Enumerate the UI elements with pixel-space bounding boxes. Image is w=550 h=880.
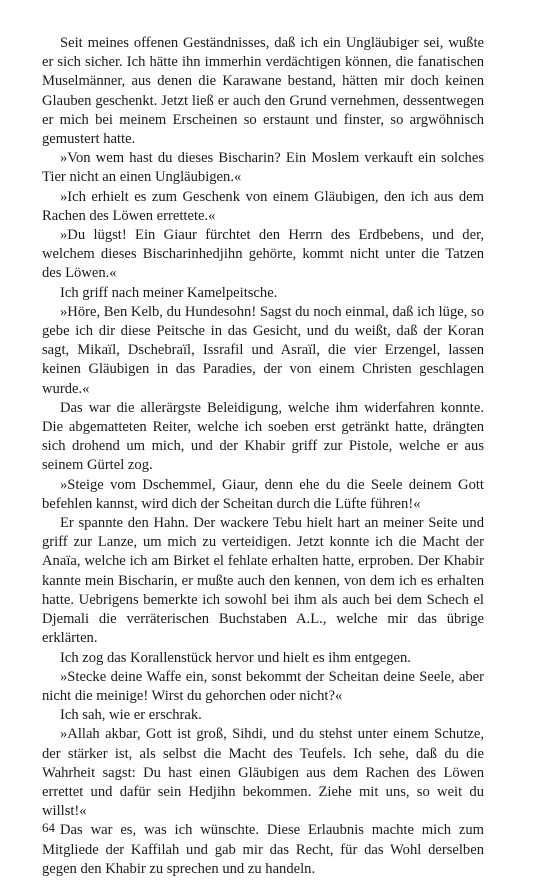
paragraph: Das war es, was ich wünschte. Diese Erlaubnis machte mich zum Mitgliede der Kaffilah und gab mir das Recht, für das Wohl derselben gegen den Khabir zu sprechen und zu handeln. [42, 822, 484, 877]
paragraph: »Stecke deine Waffe ein, sonst bekommt der Scheitan deine Seele, aber nicht die meinige! Wirst du gehorchen oder nicht?« [42, 668, 484, 704]
paragraph: »Allah akbar, Gott ist groß, Sihdi, und du stehst unter einem Schutze, der stärker ist, als selbst die Macht des Teufels. Ich sehe, daß du die Wahrheit sagst: Du hast einen Gläubigen aus dem Rachen des Löwen errettet und dafür sein Hedjihn bekommen. Ziehe mit uns, so weit du willst!« [42, 726, 484, 820]
page-number: 64 [42, 820, 55, 835]
book-page-body [42, 34, 484, 879]
paragraph: »Ich erhielt es zum Geschenk von einem Gläubigen, den ich aus dem Rachen des Löwen errettete.« [42, 188, 484, 224]
paragraph: Er spannte den Hahn. Der wackere Tebu hielt hart an meiner Seite und griff zur Lanze, um mich zu verteidigen. Jetzt konnte ich die Macht der Anaïa, welche ich am Birket el fehlate erhalten hatte, erproben. Der Khabir kannte mein Bischarin, er mußte auch den kennen, von dem ich es erhalten hatte. Uebrigens bemerkte ich sowohl bei ihm als auch bei dem Schech el Djemali die verräterischen Buchstaben A.L., welche mir das übrige erklärten. [42, 515, 484, 647]
paragraph: »Du lügst! Ein Giaur fürchtet den Herrn des Erdbebens, und der, welchem dieses Bischarinhedjihn gehörte, kommt nicht unter die Tatzen des Löwen.« [42, 227, 484, 282]
paragraph: »Höre, Ben Kelb, du Hundesohn! Sagst du noch einmal, daß ich lüge, so gebe ich dir diese Peitsche in das Gesicht, und du weißt, daß der Koran sagt, Mikaïl, Dschebraïl, Issrafil und Asraïl, die vier Erzengel, lassen keinen Gläubigen in das Paradies, der von einem Christen geschlagen wurde.« [42, 303, 484, 397]
paragraph: Ich sah, wie er erschrak. [60, 707, 202, 724]
paragraph: Ich zog das Korallenstück hervor und hielt es ihm entgegen. [60, 649, 411, 666]
paragraph: »Steige vom Dschemmel, Giaur, denn ehe du die Seele deinem Gott befehlen kannst, wird dich der Scheitan durch die Lüfte führen!« [42, 476, 484, 512]
paragraph: Ich griff nach meiner Kamelpeitsche. [60, 284, 278, 301]
paragraph: Seit meines offenen Geständnisses, daß ich ein Ungläubiger sei, wußte er sich sicher. Ich hätte ihn immerhin verdächtigen können, die fanatischen Muselmänner, aus denen die Karawane bestand, hätten mir doch keinen Glauben geschenkt. Jetzt ließ er auch den Grund vernehmen, dessentwegen er mich bei meinem Erscheinen so erstaunt und finster, so argwöhnisch gemustert hatte. [42, 35, 484, 148]
paragraph: »Von wem hast du dieses Bischarin? Ein Moslem verkauft ein solches Tier nicht an einen Ungläubigen.« [42, 150, 484, 186]
paragraph: Das war die allerärgste Beleidigung, welche ihm widerfahren konnte. Die abgematteten Reiter, welche ich soeben erst getränkt hatte, drängten sich drohend um mich, und der Khabir griff zur Pistole, welche er aus seinem Gürtel zog. [42, 399, 484, 474]
